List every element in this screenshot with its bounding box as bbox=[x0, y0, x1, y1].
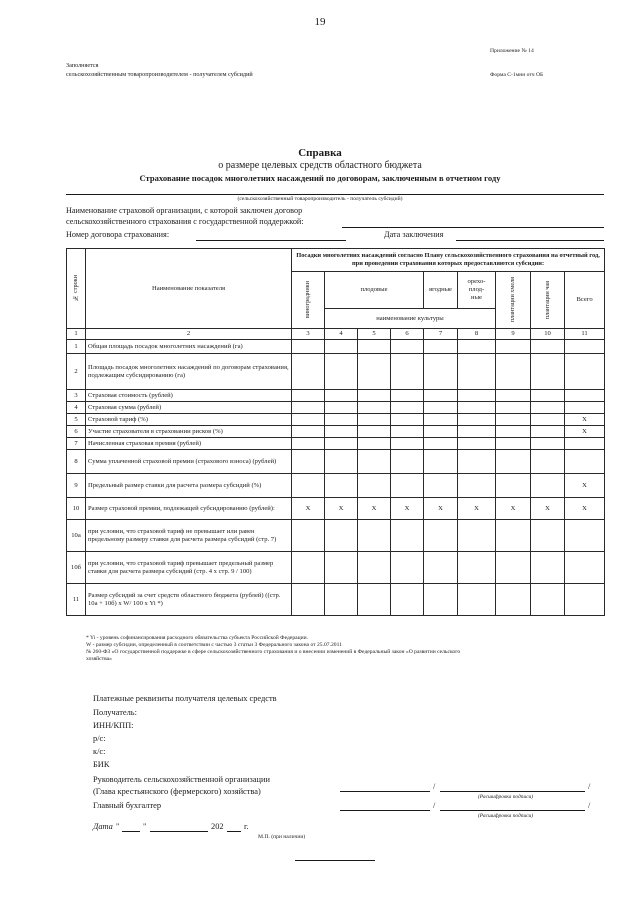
row-number: 7 bbox=[67, 438, 86, 450]
value-cell[interactable] bbox=[358, 552, 391, 584]
header-row-number: № строки bbox=[67, 249, 86, 329]
date-quote-close: " bbox=[143, 822, 147, 831]
contract-number-field[interactable] bbox=[196, 240, 346, 241]
column-number: 6 bbox=[391, 329, 424, 340]
head-label-2: (Глава крестьянского (фермерского) хозяйства) bbox=[93, 787, 261, 796]
filled-by-line-2: сельскохозяйственным товаропроизводителем - получателем субсидий bbox=[66, 71, 253, 78]
page-number: 19 bbox=[314, 16, 326, 28]
value-cell[interactable] bbox=[531, 390, 565, 402]
value-cell[interactable] bbox=[458, 584, 496, 616]
payment-inn: ИНН/КПП: bbox=[93, 721, 134, 730]
value-cell[interactable] bbox=[496, 414, 531, 426]
value-cell[interactable] bbox=[391, 414, 424, 426]
value-cell[interactable] bbox=[565, 354, 605, 390]
value-cell[interactable] bbox=[358, 584, 391, 616]
date-year-suffix: г. bbox=[244, 822, 249, 831]
value-cell[interactable] bbox=[496, 450, 531, 474]
column-number: 7 bbox=[424, 329, 458, 340]
value-cell[interactable] bbox=[496, 584, 531, 616]
value-cell[interactable] bbox=[391, 426, 424, 438]
payment-bik: БИК bbox=[93, 760, 110, 769]
value-cell[interactable] bbox=[458, 390, 496, 402]
value-cell[interactable] bbox=[458, 438, 496, 450]
value-cell[interactable] bbox=[358, 390, 391, 402]
header-tea: плантации чая bbox=[531, 272, 565, 329]
value-cell[interactable] bbox=[358, 450, 391, 474]
table-row bbox=[67, 340, 605, 354]
value-cell[interactable] bbox=[358, 402, 391, 414]
value-cell[interactable] bbox=[424, 340, 458, 354]
value-cell[interactable] bbox=[496, 402, 531, 414]
contract-number-label: Номер договора страхования: bbox=[66, 230, 170, 239]
value-cell[interactable] bbox=[458, 474, 496, 498]
accountant-label: Главный бухгалтер bbox=[93, 801, 162, 810]
value-cell[interactable] bbox=[424, 414, 458, 426]
head-name-line[interactable] bbox=[440, 791, 585, 792]
value-cell[interactable] bbox=[325, 414, 358, 426]
table-row bbox=[67, 520, 605, 552]
row-label: Предельный размер ставки для расчета размера субсидий (%) bbox=[86, 474, 292, 498]
header-fruit: плодовые bbox=[325, 272, 424, 309]
value-cell[interactable] bbox=[531, 340, 565, 354]
head-signature-line[interactable] bbox=[340, 791, 430, 792]
cross-mark-cell: X bbox=[358, 498, 391, 520]
cross-mark-cell: X bbox=[458, 498, 496, 520]
row-number: 10а bbox=[67, 520, 86, 552]
value-cell[interactable] bbox=[325, 340, 358, 354]
cross-mark-cell: X bbox=[496, 498, 531, 520]
value-cell[interactable] bbox=[565, 552, 605, 584]
value-cell[interactable] bbox=[358, 354, 391, 390]
row-number: 9 bbox=[67, 474, 86, 498]
column-number: 4 bbox=[325, 329, 358, 340]
accountant-slash-1: / bbox=[433, 801, 436, 810]
column-number: 2 bbox=[86, 329, 292, 340]
head-slash-1: / bbox=[433, 782, 436, 791]
value-cell[interactable] bbox=[391, 474, 424, 498]
value-cell[interactable] bbox=[531, 402, 565, 414]
row-number: 3 bbox=[67, 390, 86, 402]
table-row bbox=[67, 426, 605, 438]
value-cell[interactable] bbox=[292, 584, 325, 616]
value-cell[interactable] bbox=[565, 438, 605, 450]
cross-mark-cell: X bbox=[424, 498, 458, 520]
row-number: 8 bbox=[67, 450, 86, 474]
row-label: Страховой тариф (%) bbox=[86, 414, 292, 426]
value-cell[interactable] bbox=[458, 520, 496, 552]
value-cell[interactable] bbox=[292, 390, 325, 402]
table-row bbox=[67, 552, 605, 584]
value-cell[interactable] bbox=[496, 474, 531, 498]
value-cell[interactable] bbox=[292, 474, 325, 498]
value-cell[interactable] bbox=[424, 354, 458, 390]
row-number: 11 bbox=[67, 584, 86, 616]
table-row bbox=[67, 402, 605, 414]
insurer-field[interactable] bbox=[342, 227, 604, 228]
value-cell[interactable] bbox=[496, 438, 531, 450]
contract-date-field[interactable] bbox=[456, 240, 604, 241]
header-vineyards: виноградники bbox=[292, 272, 325, 329]
document-topic: Страхование посадок многолетних насаждений по договорам, заключенным в отчетном году bbox=[139, 173, 501, 183]
value-cell[interactable] bbox=[531, 414, 565, 426]
value-cell[interactable] bbox=[325, 474, 358, 498]
producer-line bbox=[66, 194, 604, 195]
cross-mark-cell: X bbox=[292, 498, 325, 520]
appendix-label: Приложение № 14 bbox=[490, 48, 534, 54]
row-number: 6 bbox=[67, 426, 86, 438]
head-slash-2: / bbox=[588, 782, 591, 791]
value-cell[interactable] bbox=[292, 340, 325, 354]
accountant-name-line[interactable] bbox=[440, 810, 585, 811]
subsidy-table bbox=[66, 248, 605, 616]
value-cell[interactable] bbox=[391, 390, 424, 402]
value-cell[interactable] bbox=[358, 426, 391, 438]
cross-mark-cell: X bbox=[565, 426, 605, 438]
header-crop-name: наименование культуры bbox=[325, 309, 496, 329]
cross-mark-cell: X bbox=[531, 498, 565, 520]
value-cell[interactable] bbox=[325, 354, 358, 390]
value-cell[interactable] bbox=[292, 414, 325, 426]
value-cell[interactable] bbox=[292, 520, 325, 552]
value-cell[interactable] bbox=[458, 340, 496, 354]
value-cell[interactable] bbox=[424, 390, 458, 402]
value-cell[interactable] bbox=[292, 552, 325, 584]
value-cell[interactable] bbox=[292, 438, 325, 450]
date-quote-open: " bbox=[116, 822, 120, 831]
value-cell[interactable] bbox=[325, 426, 358, 438]
value-cell[interactable] bbox=[424, 584, 458, 616]
column-number: 10 bbox=[531, 329, 565, 340]
value-cell[interactable] bbox=[424, 520, 458, 552]
value-cell[interactable] bbox=[458, 552, 496, 584]
date-day-field[interactable] bbox=[122, 831, 140, 832]
value-cell[interactable] bbox=[292, 402, 325, 414]
header-total: Всего bbox=[565, 272, 605, 329]
value-cell[interactable] bbox=[391, 402, 424, 414]
value-cell[interactable] bbox=[531, 450, 565, 474]
column-number-row bbox=[67, 329, 605, 340]
value-cell[interactable] bbox=[325, 520, 358, 552]
row-label: Размер субсидий за счет средств областного бюджета (рублей) ((стр. 10а + 10б) х W/ 100 х Yi *) bbox=[86, 584, 292, 616]
row-label: Размер страховой премии, подлежащей субсидированию (рублей): bbox=[86, 498, 292, 520]
cross-mark-cell: X bbox=[565, 414, 605, 426]
row-number: 4 bbox=[67, 402, 86, 414]
value-cell[interactable] bbox=[292, 354, 325, 390]
value-cell[interactable] bbox=[496, 552, 531, 584]
column-number: 9 bbox=[496, 329, 531, 340]
date-label: Дата bbox=[93, 822, 113, 831]
value-cell[interactable] bbox=[358, 414, 391, 426]
value-cell[interactable] bbox=[325, 390, 358, 402]
value-cell[interactable] bbox=[496, 426, 531, 438]
header-hops: плантации хмеля bbox=[496, 272, 531, 329]
row-number: 10б bbox=[67, 552, 86, 584]
value-cell[interactable] bbox=[391, 552, 424, 584]
value-cell[interactable] bbox=[424, 426, 458, 438]
value-cell[interactable] bbox=[424, 450, 458, 474]
value-cell[interactable] bbox=[325, 450, 358, 474]
row-label: Страховая стоимость (рублей) bbox=[86, 390, 292, 402]
value-cell[interactable] bbox=[458, 450, 496, 474]
date-year-field[interactable] bbox=[227, 831, 241, 832]
row-label: при условии, что страховой тариф не превышает или равен предельному размеру ставки для расчета размера субсидий (стр. 7) bbox=[86, 520, 292, 552]
value-cell[interactable] bbox=[531, 354, 565, 390]
table-row bbox=[67, 498, 605, 520]
column-number: 5 bbox=[358, 329, 391, 340]
head-label-1: Руководитель сельскохозяйственной организации bbox=[93, 775, 270, 784]
insurer-label-1: Наименование страховой организации, с которой заключен договор bbox=[66, 206, 303, 215]
value-cell[interactable] bbox=[292, 450, 325, 474]
value-cell[interactable] bbox=[325, 402, 358, 414]
accountant-slash-2: / bbox=[588, 801, 591, 810]
table-row bbox=[67, 354, 605, 390]
value-cell[interactable] bbox=[391, 340, 424, 354]
value-cell[interactable] bbox=[531, 426, 565, 438]
value-cell[interactable] bbox=[496, 520, 531, 552]
cross-mark-cell: X bbox=[325, 498, 358, 520]
table-row bbox=[67, 414, 605, 426]
column-number: 3 bbox=[292, 329, 325, 340]
value-cell[interactable] bbox=[391, 354, 424, 390]
header-berry: ягодные bbox=[424, 272, 458, 309]
value-cell[interactable] bbox=[391, 438, 424, 450]
header-group: Посадки многолетних насаждений согласно Плану сельскохозяйственного страхования на отчетный год, при проведении страхования которых предоставляются субсидии: bbox=[292, 249, 605, 272]
value-cell[interactable] bbox=[424, 402, 458, 414]
date-month-field[interactable] bbox=[150, 831, 208, 832]
header-indicator: Наименование показателя bbox=[86, 249, 292, 329]
row-number: 1 bbox=[67, 340, 86, 354]
footnote-4: хозяйства» bbox=[86, 656, 112, 662]
footnote-3: № 260-ФЗ «О государственной поддержке в сфере сельскохозяйственного страхования и о внесении изменений в Федеральный закон «О развитии сельского bbox=[86, 649, 461, 655]
value-cell[interactable] bbox=[496, 340, 531, 354]
value-cell[interactable] bbox=[458, 414, 496, 426]
value-cell[interactable] bbox=[358, 474, 391, 498]
value-cell[interactable] bbox=[391, 450, 424, 474]
value-cell[interactable] bbox=[458, 426, 496, 438]
footnote-2: W - размер субсидии, определенный в соответствии с частью 3 статьи 3 Федерального закона от 25.07.2011 bbox=[86, 642, 342, 648]
value-cell[interactable] bbox=[424, 474, 458, 498]
row-label: Страховая сумма (рублей) bbox=[86, 402, 292, 414]
value-cell[interactable] bbox=[531, 584, 565, 616]
value-cell[interactable] bbox=[358, 340, 391, 354]
value-cell[interactable] bbox=[565, 520, 605, 552]
value-cell[interactable] bbox=[458, 402, 496, 414]
value-cell[interactable] bbox=[531, 474, 565, 498]
value-cell[interactable] bbox=[391, 520, 424, 552]
contract-date-label: Дата заключения bbox=[384, 230, 444, 239]
accountant-caption: (Расшифровка подписи) bbox=[478, 813, 534, 819]
value-cell[interactable] bbox=[531, 552, 565, 584]
row-number: 2 bbox=[67, 354, 86, 390]
payment-heading: Платежные реквизиты получателя целевых средств bbox=[93, 694, 277, 703]
payment-recipient: Получатель: bbox=[93, 708, 137, 717]
accountant-signature-line[interactable] bbox=[340, 810, 430, 811]
value-cell[interactable] bbox=[565, 450, 605, 474]
cross-mark-cell: X bbox=[565, 498, 605, 520]
bottom-rule bbox=[295, 860, 375, 861]
column-number: 8 bbox=[458, 329, 496, 340]
row-label: Участие страхователя в страховании рисков (%) bbox=[86, 426, 292, 438]
row-label: Общая площадь посадок многолетних насаждений (га) bbox=[86, 340, 292, 354]
value-cell[interactable] bbox=[565, 340, 605, 354]
value-cell[interactable] bbox=[565, 584, 605, 616]
table-row bbox=[67, 390, 605, 402]
table-row bbox=[67, 438, 605, 450]
value-cell[interactable] bbox=[325, 438, 358, 450]
cross-mark-cell: X bbox=[565, 474, 605, 498]
filled-by-line-1: Заполняется bbox=[66, 62, 99, 69]
value-cell[interactable] bbox=[565, 390, 605, 402]
payment-account: р/с: bbox=[93, 734, 106, 743]
row-label: Сумма уплаченной страховой премии (страхового взноса) (рублей) bbox=[86, 450, 292, 474]
cross-mark-cell: X bbox=[391, 498, 424, 520]
value-cell[interactable] bbox=[458, 354, 496, 390]
value-cell[interactable] bbox=[358, 520, 391, 552]
payment-corr: к/с: bbox=[93, 747, 106, 756]
value-cell[interactable] bbox=[496, 390, 531, 402]
table-row bbox=[67, 474, 605, 498]
column-number: 11 bbox=[565, 329, 605, 340]
value-cell[interactable] bbox=[531, 438, 565, 450]
row-number: 5 bbox=[67, 414, 86, 426]
value-cell[interactable] bbox=[358, 438, 391, 450]
table-row bbox=[67, 584, 605, 616]
row-number: 10 bbox=[67, 498, 86, 520]
document-subtitle: о размере целевых средств областного бюджета bbox=[218, 160, 422, 171]
value-cell[interactable] bbox=[325, 552, 358, 584]
document-title: Справка bbox=[298, 147, 342, 159]
producer-caption: (сельскохозяйственный товаропроизводитель - получатель субсидий) bbox=[237, 196, 403, 202]
value-cell[interactable] bbox=[424, 438, 458, 450]
form-code: Форма С-1мнн отч ОБ bbox=[490, 72, 544, 78]
row-label: при условии, что страховой тариф превышает предельный размер ставки для расчета размера субсидий (стр. 4 х стр. 9 / 100) bbox=[86, 552, 292, 584]
value-cell[interactable] bbox=[292, 426, 325, 438]
value-cell[interactable] bbox=[531, 520, 565, 552]
header-nut: орехо- плод- ные bbox=[458, 272, 496, 309]
value-cell[interactable] bbox=[325, 584, 358, 616]
footnotes bbox=[86, 635, 616, 663]
head-caption: (Расшифровка подписи) bbox=[478, 794, 534, 800]
footnote-1: * Yi - уровень софинансирования расходного обязательства субъекта Российской Федерации. bbox=[86, 635, 308, 641]
value-cell[interactable] bbox=[565, 402, 605, 414]
value-cell[interactable] bbox=[424, 552, 458, 584]
date-year-prefix: 202 bbox=[211, 822, 224, 831]
row-label: Начисленная страховая премия (рублей) bbox=[86, 438, 292, 450]
value-cell[interactable] bbox=[496, 354, 531, 390]
column-number: 1 bbox=[67, 329, 86, 340]
value-cell[interactable] bbox=[391, 584, 424, 616]
stamp-label: М.П. (при наличии) bbox=[258, 834, 306, 840]
row-label: Площадь посадок многолетних насаждений по договорам страхования, подлежащим субсидированию (га) bbox=[86, 354, 292, 390]
insurer-label-2: сельскохозяйственного страхования с государственной поддержкой: bbox=[66, 217, 304, 226]
table-row bbox=[67, 450, 605, 474]
